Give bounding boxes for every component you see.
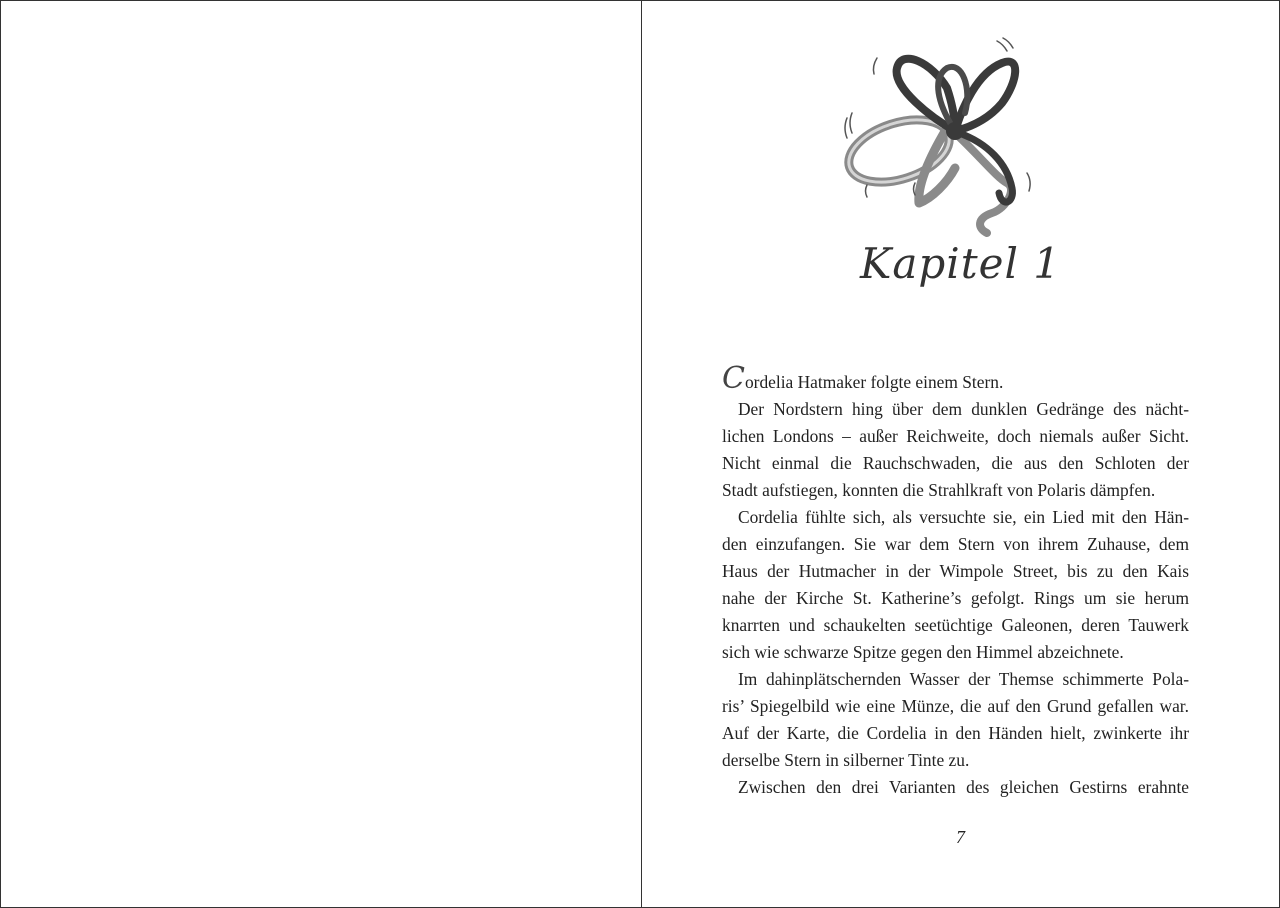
text-line-3: lichen Londons – außer Reichweite, doch niemals außer Sicht. — [722, 426, 1189, 446]
text-line-11: sich wie schwarze Spitze gegen den Himmel abzeichnete. — [722, 642, 1124, 662]
chapter-title: Kapitel 1 — [860, 239, 1061, 288]
text-line-14: Auf der Karte, die Cordelia in den Händen hielt, zwinkerte ihr — [722, 723, 1189, 743]
text-line-2: Der Nordstern hing über dem dunklen Gedränge des nächt- — [738, 399, 1189, 419]
ribbon-bow-icon — [837, 33, 1042, 238]
left-page-blank — [1, 1, 641, 907]
text-line-15: derselbe Stern in silberner Tinte zu. — [722, 750, 970, 770]
page-number: 7 — [956, 827, 965, 847]
text-line-5: Stadt aufstiegen, konnten die Strahlkraft von Polaris dämpfen. — [722, 480, 1156, 500]
first-line-rest: ordelia Hatmaker folgte einem Stern. — [744, 372, 1004, 392]
text-line-8: Haus der Hutmacher in der Wimpole Street, bis zu den Kais — [722, 561, 1189, 581]
chapter-body-text — [722, 361, 1189, 801]
right-page — [642, 1, 1279, 907]
text-line-1 — [722, 361, 1189, 396]
text-line-16: Zwischen den drei Varianten des gleichen Gestirns erahnte — [738, 777, 1189, 797]
text-line-12: Im dahinplätschernden Wasser der Themse schimmerte Pola- — [738, 669, 1189, 689]
text-line-6: Cordelia fühlte sich, als versuchte sie, ein Lied mit den Hän- — [738, 507, 1189, 527]
text-line-10: knarrten und schaukelten seetüchtige Galeonen, deren Tauwerk — [722, 615, 1189, 635]
text-line-9: nahe der Kirche St. Katherine’s gefolgt. Rings um sie herum — [722, 588, 1189, 608]
drop-cap: C — [722, 361, 745, 396]
text-line-13: ris’ Spiegelbild wie eine Münze, die auf den Grund gefallen war. — [722, 696, 1189, 716]
text-line-4: Nicht einmal die Rauchschwaden, die aus den Schloten der — [722, 453, 1189, 473]
text-line-7: den einzufangen. Sie war dem Stern von ihrem Zuhause, dem — [722, 534, 1189, 554]
